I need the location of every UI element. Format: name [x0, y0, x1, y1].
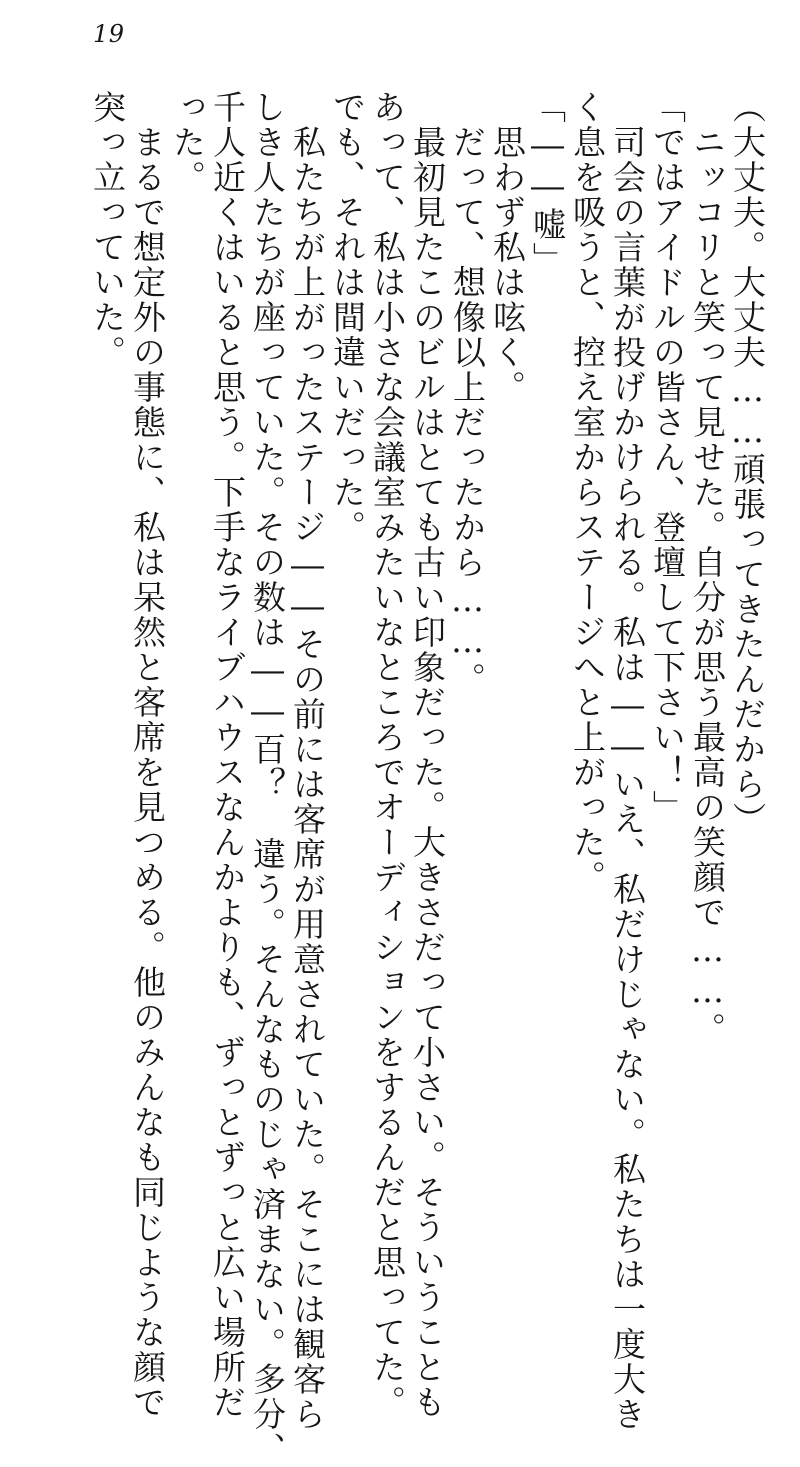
- text-line: だって、想像以上だったから……。: [448, 90, 487, 697]
- text-line: 司会の言葉が投げかけられる。私は――いえ、私だけじゃない。私たちは一度大き: [608, 90, 647, 1432]
- page-number: 19: [93, 20, 125, 48]
- text-line: った。: [168, 90, 207, 195]
- text-line: 突っ立っていた。: [88, 90, 127, 370]
- text-line: でも、それは間違いだった。: [328, 90, 367, 545]
- text-line: 「ではアイドルの皆さん、登壇して下さい！」: [648, 90, 687, 825]
- text-line: あって、私は小さな会議室みたいなところでオーディションをするんだと思ってた。: [368, 90, 407, 1420]
- text-line: 「――嘘」: [528, 90, 567, 277]
- vertical-text-body: [88, 90, 767, 1467]
- text-line: く息を吸うと、控え室からステージへと上がった。: [568, 90, 607, 895]
- text-line: 千人近くはいると思う。下手なライブハウスなんかよりも、ずっとずっと広い場所だ: [208, 90, 247, 1420]
- text-line: まるで想定外の事態に、私は呆然と客席を見つめる。他のみんなも同じような顔で: [128, 90, 167, 1420]
- text-line: しき人たちが座っていた。その数は――百？ 違う。そんなものじゃ済まない。多分、: [248, 90, 287, 1467]
- text-line: 私たちが上がったステージ――その前には客席が用意されていた。そこには観客ら: [288, 90, 327, 1432]
- text-line: 最初見たこのビルはとても古い印象だった。大きさだって小さい。そういうことも: [408, 90, 447, 1420]
- text-line: （大丈夫。大丈夫……頑張ってきたんだから）: [728, 90, 767, 837]
- text-line: ニッコリと笑って見せた。自分が思う最高の笑顔で……。: [688, 90, 727, 1047]
- text-line: 思わず私は呟く。: [488, 90, 527, 405]
